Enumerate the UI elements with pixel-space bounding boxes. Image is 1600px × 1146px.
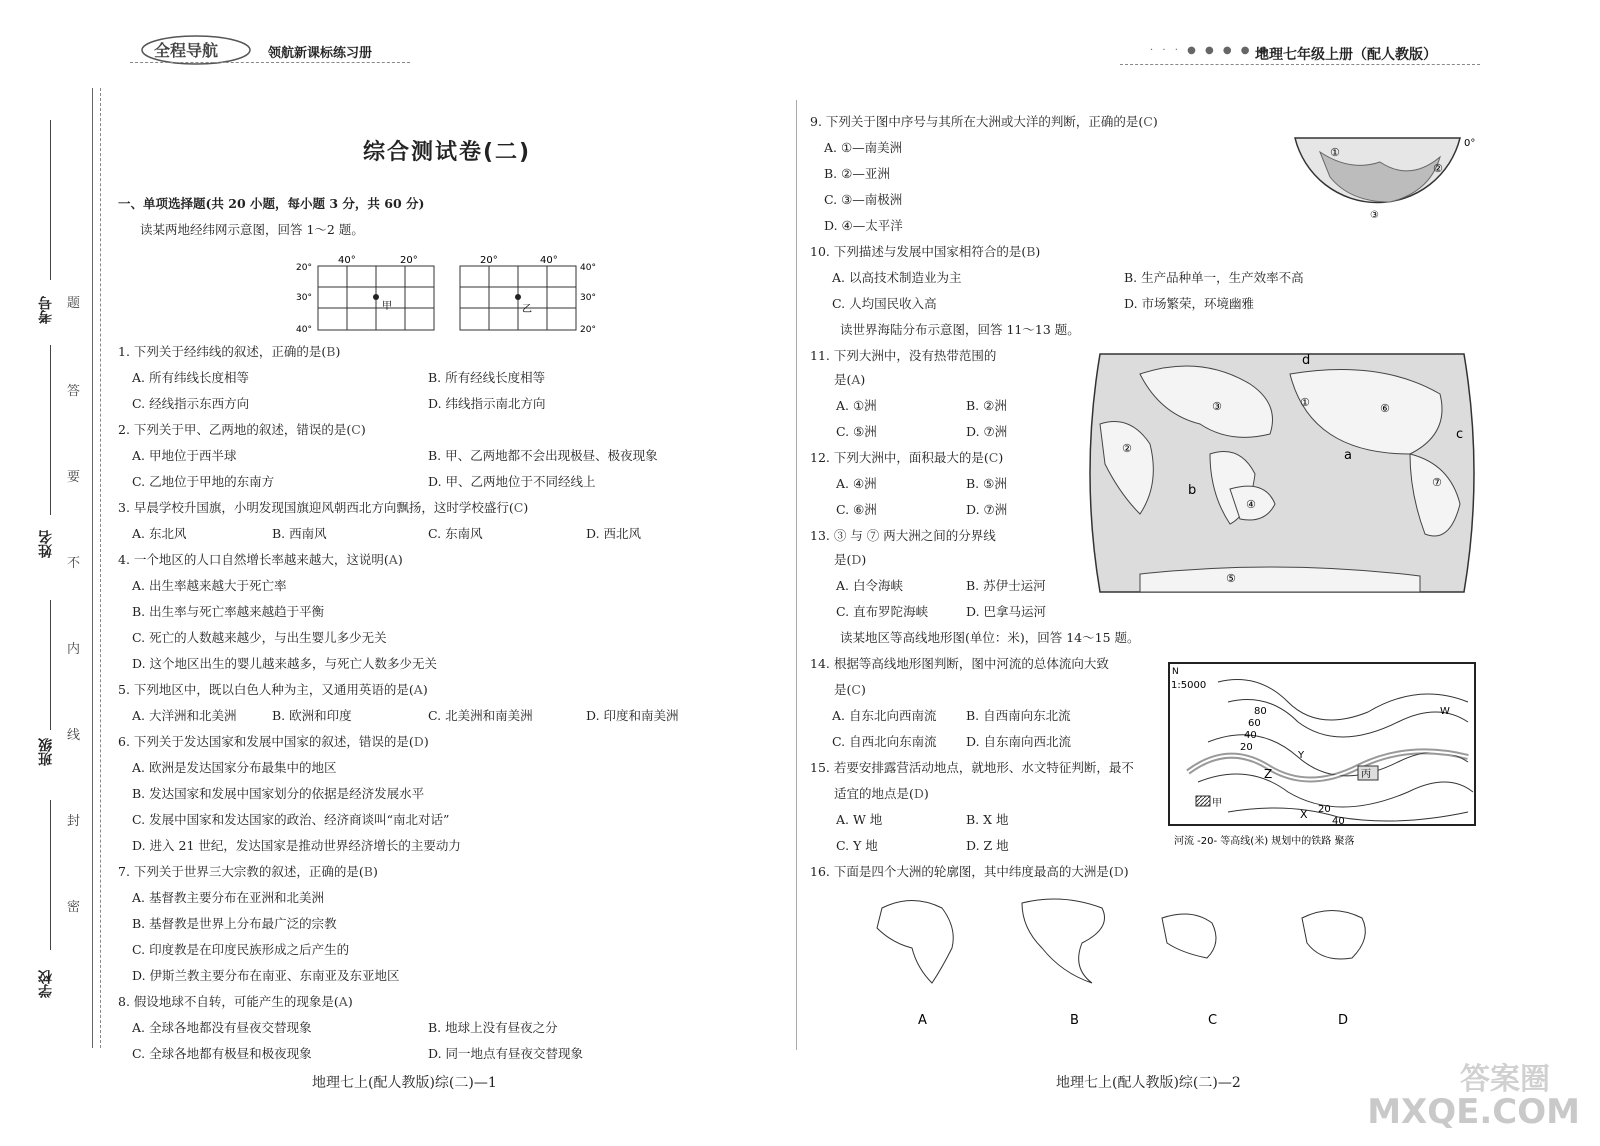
q8-stem: 8. 假设地球不自转，可能产生的现象是(A) [118, 994, 353, 1009]
contour-num-20: 20 [1240, 742, 1253, 753]
q7-opt-d: D. 伊斯兰教主要分布在南亚、东南亚及东亚地区 [132, 968, 400, 983]
binding-solid-line [92, 88, 93, 1048]
continent-c-outline [1162, 914, 1216, 958]
q11-opt-a: A. ①洲 [836, 398, 877, 413]
continent-b-outline [1022, 899, 1105, 983]
q13-stem: 13. ③ 与 ⑦ 两大洲之间的分界线 [810, 528, 996, 543]
world-label-2: ② [1122, 442, 1132, 455]
q15-opt-c: C. Y 地 [836, 838, 878, 853]
world-label-c: c [1456, 427, 1464, 442]
q15-stem: 15. 若要安排露营活动地点，就地形、水文特征判断，最不 [810, 760, 1134, 775]
contour-num-20b: 20 [1318, 804, 1331, 815]
q8-opt-c: C. 全球各地都有极昼和极夜现象 [132, 1046, 312, 1061]
grid-point-left: 甲 [382, 301, 392, 312]
grid-lt-0: 40° [338, 255, 356, 266]
q2-opt-a: A. 甲地位于西半球 [132, 448, 237, 463]
watermark-logo: 答案圈 [1460, 1062, 1550, 1097]
q11-stem-2: 是(A) [834, 372, 866, 387]
q12-stem: 12. 下列大洲中，面积最大的是(C) [810, 450, 1004, 465]
q6-opt-b: B. 发达国家和发展中国家划分的依据是经济发展水平 [132, 786, 425, 801]
q15-opt-a: A. W 地 [836, 812, 883, 827]
q3-stem: 3. 早晨学校升国旗，小明发现国旗迎风朝西北方向飘扬，这时学校盛行(C) [118, 500, 529, 515]
polar-label-0deg: 0° [1464, 138, 1476, 149]
q7-stem: 7. 下列关于世界三大宗教的叙述，正确的是(B) [118, 864, 378, 879]
q1-stem: 1. 下列关于经纬线的叙述，正确的是(B) [118, 344, 341, 359]
series-title: 领航新课标练习册 [268, 46, 373, 61]
world-label-a: a [1344, 448, 1352, 463]
q4-opt-a: A. 出生率越来越大于死亡率 [132, 578, 287, 593]
footer-page-2: 地理七上(配人教版)综(二)—2 [1056, 1075, 1241, 1091]
continent-outlines [862, 888, 1402, 1042]
contour-point-x: X [1300, 808, 1308, 821]
q14-opt-d: D. 自东南向西北流 [966, 734, 1072, 749]
line-kaohao [50, 120, 51, 280]
q11-opt-d: D. ⑦洲 [966, 424, 1008, 439]
contour-num-40b: 40 [1332, 816, 1345, 827]
continent-d-outline [1302, 911, 1365, 960]
grid-ls-2: 40° [296, 325, 312, 335]
grid-ls-0: 20° [296, 263, 312, 273]
q5-opt-c: C. 北美洲和南美洲 [428, 708, 533, 723]
polar-label-2: ② [1433, 162, 1443, 175]
grid-rs-0: 40° [580, 263, 596, 273]
lat-long-grid-figure [290, 252, 610, 342]
q13-opt-c: C. 直布罗陀海峡 [836, 604, 929, 619]
label-class: 班级 [38, 738, 54, 766]
q3-opt-a: A. 东北风 [132, 526, 187, 541]
intro-1-2: 读某两地经纬网示意图，回答 1～2 题。 [140, 222, 364, 237]
q13-opt-a: A. 白令海峡 [836, 578, 903, 593]
seal-char: 密 [67, 900, 81, 915]
q8-opt-d: D. 同一地点有昼夜交替现象 [428, 1046, 584, 1061]
world-label-3: ③ [1212, 400, 1222, 413]
q14-opt-a: A. 自东北向西南流 [832, 708, 937, 723]
q4-opt-c: C. 死亡的人数越来越少，与出生婴儿多少无关 [132, 630, 387, 645]
q6-opt-c: C. 发展中国家和发达国家的政治、经济商谈叫“南北对话” [132, 812, 450, 827]
grid-rt-1: 40° [540, 255, 558, 266]
q10-opt-b: B. 生产品种单一，生产效率不高 [1124, 270, 1304, 285]
q12-opt-d: D. ⑦洲 [966, 502, 1008, 517]
q3-opt-d: D. 西北风 [586, 526, 642, 541]
q6-opt-d: D. 进入 21 世纪，发达国家是推动世界经济增长的主要动力 [132, 838, 461, 853]
q13-opt-d: D. 巴拿马运河 [966, 604, 1047, 619]
q1-opt-b: B. 所有经线长度相等 [428, 370, 546, 385]
page-divider [796, 100, 797, 1050]
q12-opt-a: A. ④洲 [836, 476, 877, 491]
continent-label-a: A [918, 1013, 927, 1028]
world-label-6: ⑥ [1380, 402, 1390, 415]
continent-a-outline [877, 901, 953, 984]
q2-opt-d: D. 甲、乙两地位于不同经线上 [428, 474, 596, 489]
q14-opt-c: C. 自西北向东南流 [832, 734, 937, 749]
contour-num-80: 80 [1254, 706, 1267, 717]
contour-point-w: W [1440, 706, 1450, 717]
seal-char: 不 [67, 556, 81, 571]
q13-stem-2: 是(D) [834, 552, 867, 567]
point-jia-marker [373, 294, 379, 300]
continent-label-d: D [1338, 1013, 1349, 1028]
q4-opt-d: D. 这个地区出生的婴儿越来越多，与死亡人数多少无关 [132, 656, 438, 671]
q10-opt-c: C. 人均国民收入高 [832, 296, 937, 311]
logo-text: 全程导航 [154, 41, 219, 60]
world-map-figure [1080, 344, 1484, 606]
q16-stem: 16. 下面是四个大洲的轮廓图，其中纬度最高的大洲是(D) [810, 864, 1129, 879]
q9-opt-d: D. ④—太平洋 [824, 218, 903, 233]
q3-opt-c: C. 东南风 [428, 526, 483, 541]
grid-rt-0: 20° [480, 255, 498, 266]
label-kaohao: 考号 [38, 296, 54, 324]
contour-point-z: Z [1264, 767, 1273, 781]
grid-rs-2: 20° [580, 325, 596, 335]
label-name: 姓名 [38, 530, 54, 558]
footer-page-1: 地理七上(配人教版)综(二)—1 [312, 1075, 497, 1091]
q2-opt-b: B. 甲、乙两地都不会出现极昼、极夜现象 [428, 448, 658, 463]
point-yi-marker [515, 294, 521, 300]
q9-opt-c: C. ③—南极洲 [824, 192, 903, 207]
grid-lt-1: 20° [400, 255, 418, 266]
world-label-4: ④ [1246, 498, 1256, 511]
section-heading: 一、单项选择题(共 20 小题，每小题 3 分，共 60 分) [118, 196, 425, 211]
contour-north: N [1172, 667, 1179, 677]
q1-opt-c: C. 经线指示东西方向 [132, 396, 250, 411]
q11-opt-c: C. ⑤洲 [836, 424, 877, 439]
q14-opt-b: B. 自西南向东北流 [966, 708, 1071, 723]
world-label-d: d [1302, 353, 1311, 368]
seal-char: 题 [67, 296, 81, 311]
intro-11-13: 读世界海陆分布示意图，回答 11～13 题。 [840, 322, 1080, 337]
logo [140, 30, 252, 66]
label-school: 学校 [38, 970, 54, 998]
line-school [50, 800, 51, 950]
continent-label-c: C [1208, 1013, 1218, 1028]
world-label-7: ⑦ [1432, 476, 1442, 489]
world-label-b: b [1188, 483, 1197, 498]
q8-opt-a: A. 全球各地都没有昼夜交替现象 [132, 1020, 312, 1035]
grid-ls-1: 30° [296, 293, 312, 303]
header-dots: · · · ● ● ● ● ● [1150, 45, 1271, 56]
q14-stem: 14. 根据等高线地形图判断，图中河流的总体流向大致 [810, 656, 1109, 671]
seal-char: 要 [67, 470, 81, 485]
page-title: 综合测试卷(二) [363, 140, 532, 165]
q11-stem: 11. 下列大洲中，没有热带范围的 [810, 348, 997, 363]
q2-opt-c: C. 乙地位于甲地的东南方 [132, 474, 275, 489]
q7-opt-c: C. 印度教是在印度民族形成之后产生的 [132, 942, 350, 957]
q7-opt-a: A. 基督教主要分布在亚洲和北美洲 [132, 890, 324, 905]
world-label-1: ① [1300, 396, 1310, 409]
polar-map-figure [1290, 132, 1480, 236]
watermark-url: MXQE.COM [1367, 1092, 1580, 1132]
world-label-5: ⑤ [1226, 572, 1236, 585]
q6-opt-a: A. 欧洲是发达国家分布最集中的地区 [132, 760, 337, 775]
q4-stem: 4. 一个地区的人口自然增长率越来越大，这说明(A) [118, 552, 403, 567]
line-class [50, 600, 51, 730]
seal-char: 线 [67, 728, 81, 743]
contour-map-figure [1168, 662, 1478, 856]
contour-legend: 河流 -20- 等高线(米) 规划中的铁路 聚落 [1174, 836, 1355, 847]
q8-opt-b: B. 地球上没有昼夜之分 [428, 1020, 558, 1035]
q13-opt-b: B. 苏伊士运河 [966, 578, 1046, 593]
q5-opt-d: D. 印度和南美洲 [586, 708, 679, 723]
continent-label-b: B [1070, 1013, 1079, 1028]
q9-stem: 9. 下列关于图中序号与其所在大洲或大洋的判断，正确的是(C) [810, 114, 1158, 129]
q4-opt-b: B. 出生率与死亡率越来越趋于平衡 [132, 604, 325, 619]
q6-stem: 6. 下列关于发达国家和发展中国家的叙述，错误的是(D) [118, 734, 429, 749]
seal-char: 内 [67, 642, 81, 657]
line-name [50, 345, 51, 515]
q5-opt-b: B. 欧洲和印度 [272, 708, 352, 723]
grid-point-right: 乙 [522, 304, 532, 315]
q15-stem-2: 适宜的地点是(D) [834, 786, 929, 801]
contour-num-40: 40 [1244, 730, 1257, 741]
q2-stem: 2. 下列关于甲、乙两地的叙述，错误的是(C) [118, 422, 366, 437]
q10-opt-a: A. 以高技术制造业为主 [832, 270, 962, 285]
q12-opt-c: C. ⑥洲 [836, 502, 877, 517]
q14-stem-2: 是(C) [834, 682, 866, 697]
q5-opt-a: A. 大洋洲和北美洲 [132, 708, 237, 723]
contour-place-bing: 丙 [1361, 769, 1371, 780]
q15-opt-b: B. X 地 [966, 812, 1009, 827]
polar-label-1: ① [1330, 146, 1340, 159]
q9-opt-b: B. ②—亚洲 [824, 166, 890, 181]
contour-point-y: Y [1298, 750, 1305, 761]
q15-opt-d: D. Z 地 [966, 838, 1009, 853]
q10-opt-d: D. 市场繁荣，环境幽雅 [1124, 296, 1255, 311]
q1-opt-d: D. 纬线指示南北方向 [428, 396, 546, 411]
q10-stem: 10. 下列描述与发展中国家相符合的是(B) [810, 244, 1041, 259]
contour-place-jia: 甲 [1212, 798, 1222, 809]
q9-opt-a: A. ①—南美洲 [824, 140, 903, 155]
header-rule-right [1120, 64, 1480, 65]
subject-title: 地理七年级上册（配人教版） [1255, 47, 1437, 63]
contour-scale: 1:5000 [1171, 680, 1207, 691]
seal-char: 封 [67, 814, 81, 829]
q3-opt-b: B. 西南风 [272, 526, 327, 541]
header-rule-left [130, 62, 410, 63]
seal-char: 答 [67, 384, 81, 399]
grid-rs-1: 30° [580, 293, 596, 303]
binding-dashed-line [100, 88, 101, 1048]
intro-14-15: 读某地区等高线地形图(单位：米)，回答 14～15 题。 [840, 630, 1140, 645]
q12-opt-b: B. ⑤洲 [966, 476, 1007, 491]
q5-stem: 5. 下列地区中，既以白色人种为主，又通用英语的是(A) [118, 682, 428, 697]
q11-opt-b: B. ②洲 [966, 398, 1007, 413]
q7-opt-b: B. 基督教是世界上分布最广泛的宗教 [132, 916, 337, 931]
polar-label-3: ③ [1370, 210, 1379, 221]
q1-opt-a: A. 所有纬线长度相等 [132, 370, 249, 385]
contour-num-60: 60 [1248, 718, 1261, 729]
